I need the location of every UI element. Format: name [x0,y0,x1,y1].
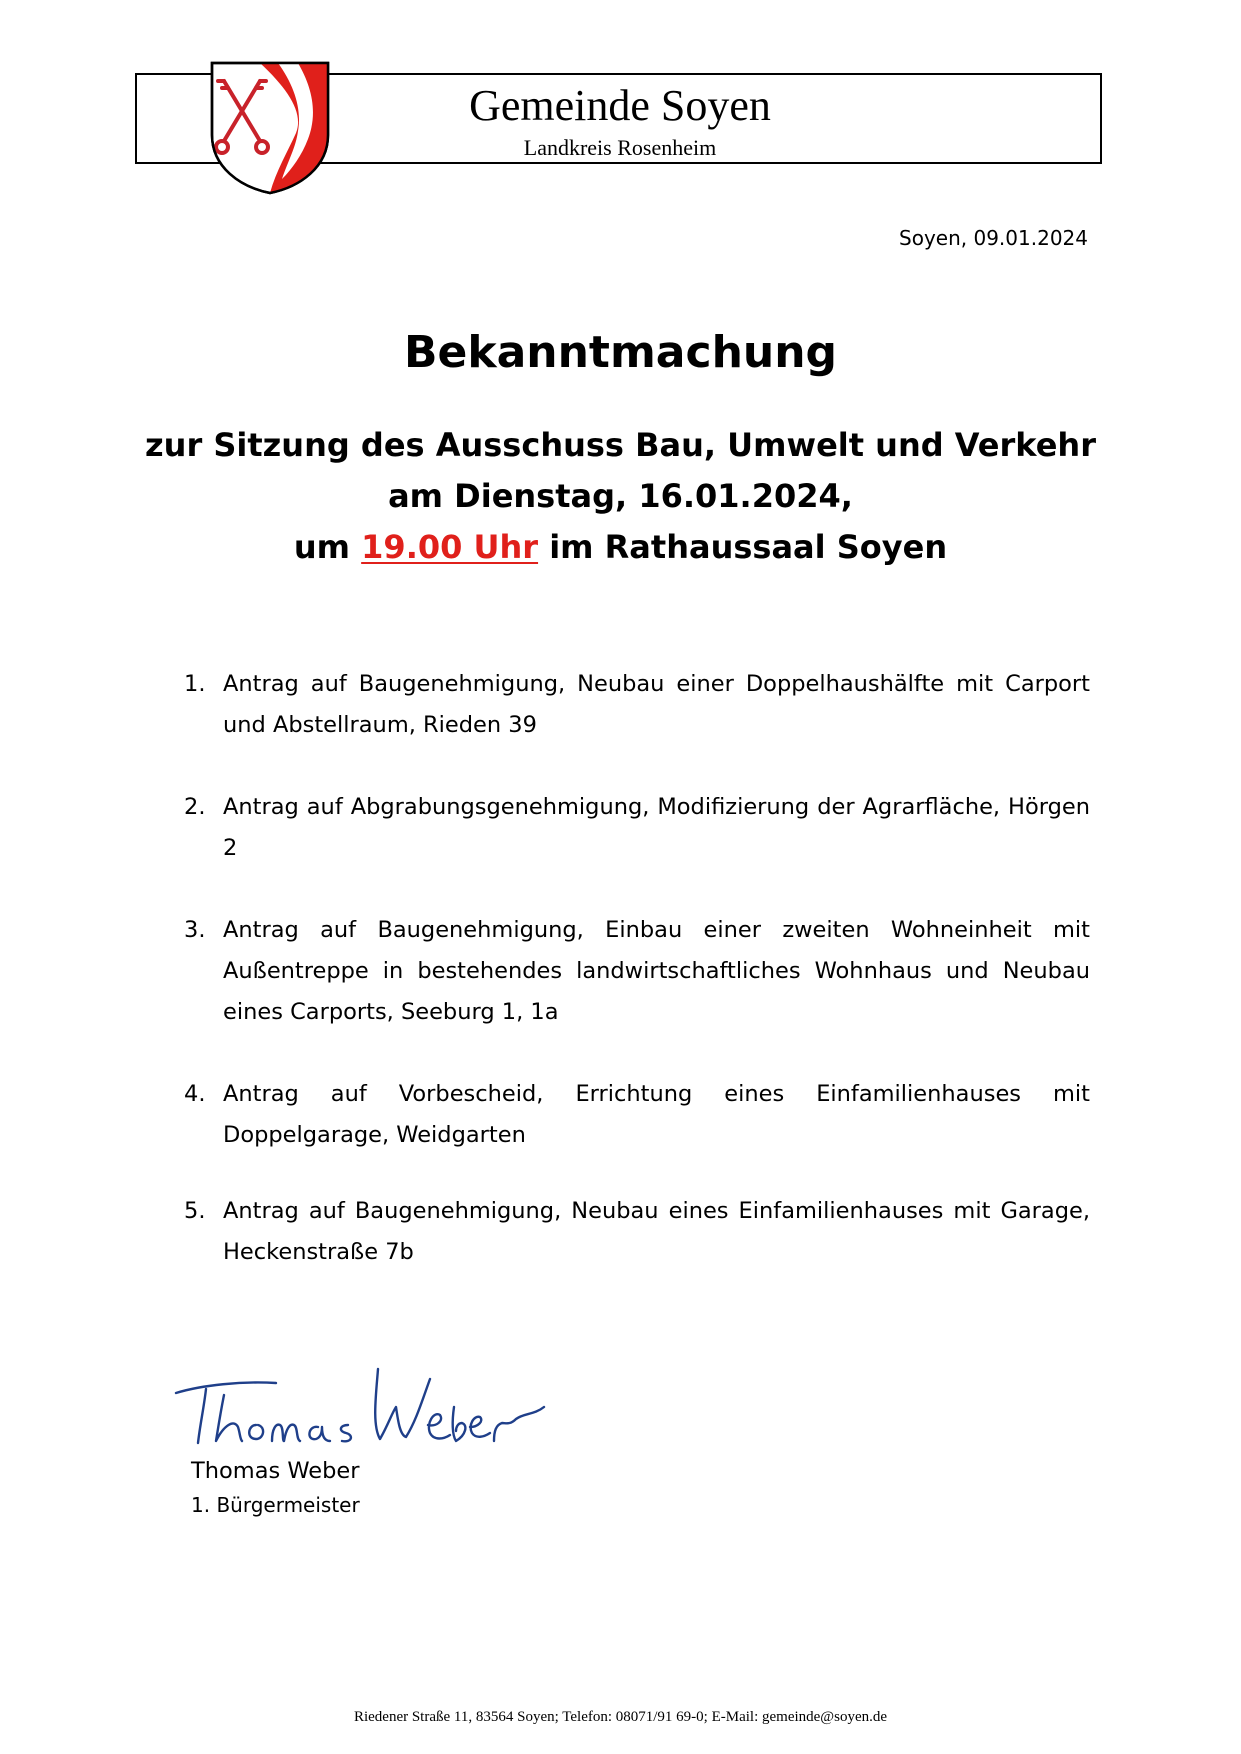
document-date: Soyen, 09.01.2024 [899,226,1088,250]
signer-role: 1. Bürgermeister [191,1493,360,1517]
document-title: Bekanntmachung [403,327,838,378]
signer-name: Thomas Weber [191,1458,360,1484]
agenda-item [184,787,1090,869]
agenda-item [184,1191,1090,1273]
agenda-item-number: 1. [184,671,206,697]
agenda-item-text: Antrag auf Baugenehmigung, Einbau einer zweiten Wohneinheit mit Außentreppe in bestehendes landwirtschaftliches Wohnhaus und Neubau eines Carports, Seeburg 1, 1a [223,917,1090,1025]
meeting-details [120,420,1121,573]
meeting-committee-line: zur Sitzung des Ausschuss Bau, Umwelt und Verkehr [145,426,1096,464]
organization-district: Landkreis Rosenheim [523,135,717,160]
agenda-item-number: 2. [184,794,206,820]
meeting-time-location-line [120,522,1121,573]
meeting-date-line: am Dienstag, 16.01.2024, [388,477,853,515]
agenda-item-text: Antrag auf Vorbescheid, Errichtung eines Einfamilienhauses mit Doppelgarage, Weidgarten [223,1081,1090,1148]
agenda-item-text: Antrag auf Baugenehmigung, Neubau eines Einfamilienhauses mit Garage, Heckenstraße 7b [223,1198,1090,1265]
footer-contact: Riedener Straße 11, 83564 Soyen; Telefon: 08071/91 69-0; E-Mail: gemeinde@soyen.de [353,1709,888,1725]
meeting-location: im Rathaussaal Soyen [549,528,948,566]
handwritten-signature [172,1355,552,1455]
agenda-item [184,910,1090,1033]
agenda-item-number: 4. [184,1081,206,1107]
coat-of-arms-icon [208,61,332,195]
agenda-item-text: Antrag auf Abgrabungsgenehmigung, Modifizierung der Agrarfläche, Hörgen 2 [223,794,1090,861]
agenda-item-number: 3. [184,917,206,943]
meeting-time: 19.00 Uhr [361,528,539,566]
agenda-item-number: 5. [184,1198,206,1224]
organization-name: Gemeinde Soyen [469,81,771,130]
agenda-item [184,664,1090,746]
agenda-item-text: Antrag auf Baugenehmigung, Neubau einer Doppelhaushälfte mit Carport und Abstellraum, Rieden 39 [223,671,1090,738]
agenda-list [184,664,1090,1273]
agenda-item [184,1074,1090,1156]
meeting-time-prefix: um [293,528,351,566]
